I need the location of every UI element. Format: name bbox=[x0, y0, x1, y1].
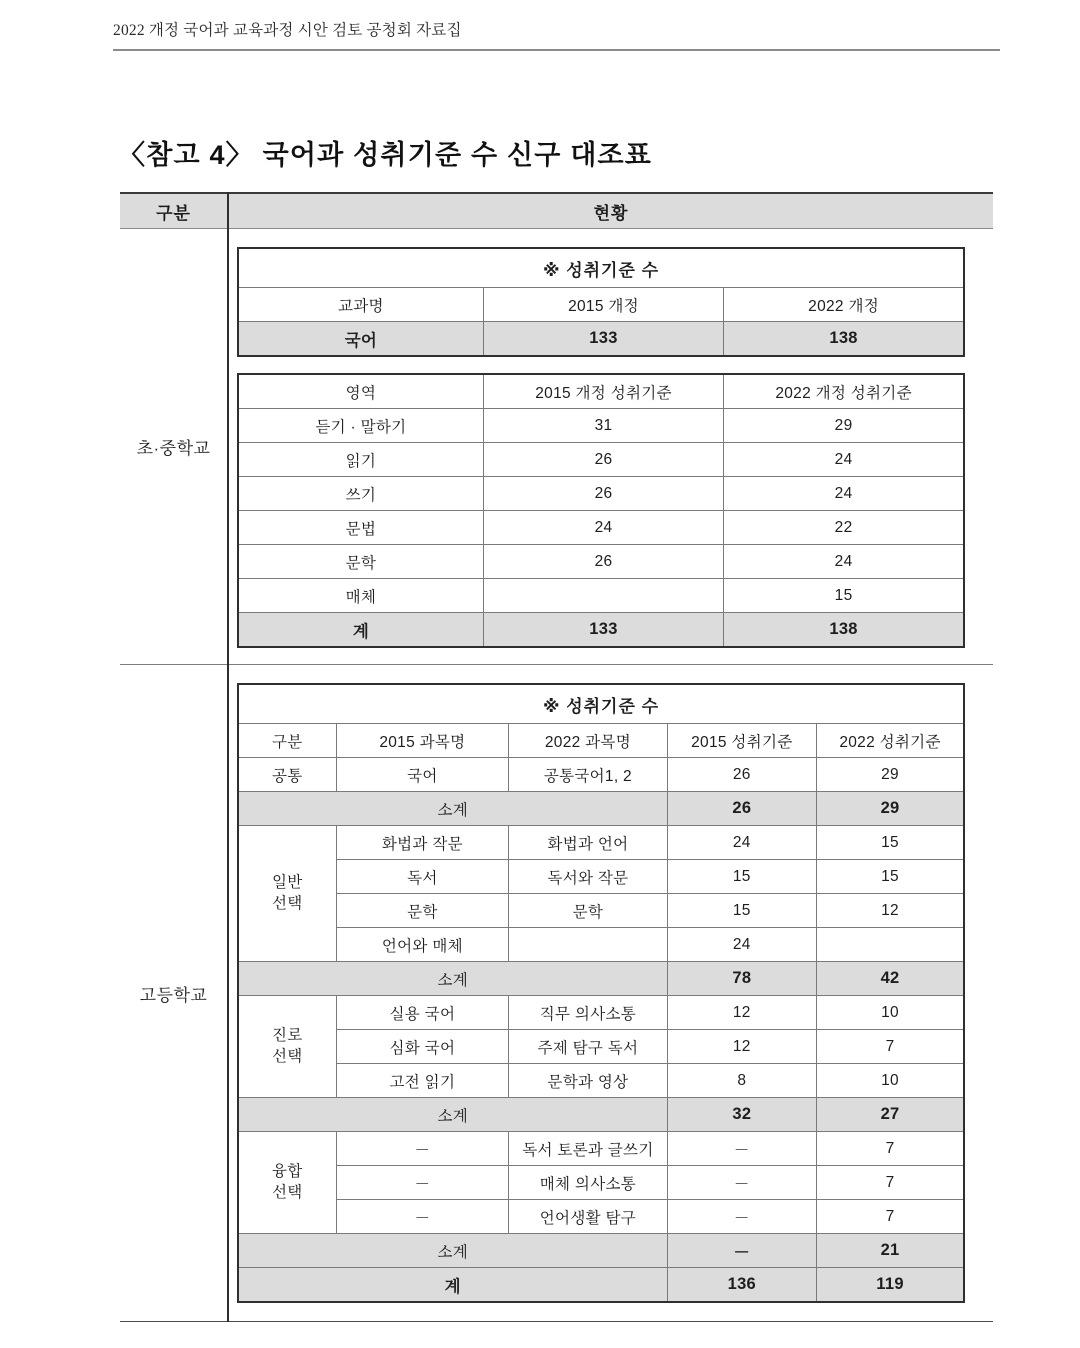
cell-2022-subject bbox=[509, 928, 667, 962]
note-row bbox=[238, 684, 964, 724]
cell-2015-standards: － bbox=[667, 1166, 817, 1200]
header-divider-rule bbox=[113, 49, 1000, 51]
cell-total-2015: 136 bbox=[667, 1268, 817, 1303]
table-row bbox=[238, 409, 964, 443]
cell-2022-standards: 15 bbox=[817, 826, 964, 860]
cell-domain-2022: 22 bbox=[724, 511, 964, 545]
section-body-highschool bbox=[228, 665, 993, 1322]
table-row bbox=[238, 322, 964, 357]
cell-domain-2022: 24 bbox=[724, 545, 964, 579]
cell-2022-standards: 7 bbox=[817, 1166, 964, 1200]
cell-total-label: 계 bbox=[238, 613, 483, 648]
table-row bbox=[238, 1132, 964, 1166]
cell-2022-standards: 10 bbox=[817, 1064, 964, 1098]
cell-subtotal-2015: 78 bbox=[667, 962, 817, 996]
page-title: 〈참고 4〉 국어과 성취기준 수 신구 대조표 bbox=[118, 140, 653, 170]
table-row bbox=[238, 477, 964, 511]
col-header-2022-standards: 2022 개정 성취기준 bbox=[724, 374, 964, 409]
cell-domain-name: 문법 bbox=[238, 511, 483, 545]
table-row bbox=[238, 1200, 964, 1234]
table-row bbox=[238, 443, 964, 477]
cell-subtotal-2022: 29 bbox=[817, 792, 964, 826]
note-label-elementary: ※ 성취기준 수 bbox=[238, 248, 964, 288]
cell-total-2022: 138 bbox=[724, 613, 964, 648]
subtotal-row bbox=[238, 962, 964, 996]
cell-2022-subject: 주제 탐구 독서 bbox=[509, 1030, 667, 1064]
cell-2022-standards: 10 bbox=[817, 996, 964, 1030]
table-row bbox=[238, 860, 964, 894]
cell-2022-subject: 매체 의사소통 bbox=[509, 1166, 667, 1200]
cell-2015-subject: － bbox=[336, 1166, 509, 1200]
group-label-line: 선택 bbox=[271, 1183, 303, 1201]
col-header-2015-subject: 2015 과목명 bbox=[336, 724, 509, 758]
cell-subtotal-2015: 26 bbox=[667, 792, 817, 826]
cell-2022-subject: 문학과 영상 bbox=[509, 1064, 667, 1098]
comparison-table bbox=[120, 192, 993, 1322]
table-row bbox=[238, 579, 964, 613]
cell-2022-standards: 12 bbox=[817, 894, 964, 928]
cell-domain-name: 읽기 bbox=[238, 443, 483, 477]
group-label-line: 융합 bbox=[271, 1163, 303, 1181]
cell-2015-subject: 심화 국어 bbox=[336, 1030, 509, 1064]
table-row bbox=[238, 928, 964, 962]
cell-2015-subject: － bbox=[336, 1200, 509, 1234]
cell-2022-standards: 7 bbox=[817, 1030, 964, 1064]
cell-domain-2015: 26 bbox=[483, 477, 723, 511]
cell-domain-name: 문학 bbox=[238, 545, 483, 579]
cell-2015-standards: 15 bbox=[667, 894, 817, 928]
cell-subtotal-label: 소계 bbox=[238, 962, 667, 996]
table-row bbox=[238, 1166, 964, 1200]
cell-2022-subject: 화법과 언어 bbox=[509, 826, 667, 860]
cell-2022-standards: 7 bbox=[817, 1200, 964, 1234]
section-label-elementary-middle: 초·중학교 bbox=[120, 229, 228, 665]
group-label-line: 선택 bbox=[271, 894, 303, 912]
domain-count-table bbox=[237, 373, 965, 648]
cell-2015-standards: 12 bbox=[667, 1030, 817, 1064]
section-body-elementary-middle bbox=[228, 229, 993, 665]
cell-domain-name: 듣기 · 말하기 bbox=[238, 409, 483, 443]
cell-2022-standards: 29 bbox=[817, 758, 964, 792]
col-header-gubun: 구분 bbox=[238, 724, 336, 758]
cell-subtotal-2022: 42 bbox=[817, 962, 964, 996]
cell-2015-standards: 26 bbox=[667, 758, 817, 792]
cell-subtotal-label: 소계 bbox=[238, 1234, 667, 1268]
cell-domain-name: 쓰기 bbox=[238, 477, 483, 511]
total-row bbox=[238, 1268, 964, 1303]
col-header-2022-standards: 2022 성취기준 bbox=[817, 724, 964, 758]
cell-subtotal-2022: 27 bbox=[817, 1098, 964, 1132]
cell-domain-2015 bbox=[483, 579, 723, 613]
table-header-row bbox=[120, 193, 993, 229]
cell-total-label: 계 bbox=[238, 1268, 667, 1303]
cell-subtotal-2015: － bbox=[667, 1234, 817, 1268]
cell-subject-korean: 국어 bbox=[238, 322, 483, 357]
table-row bbox=[238, 758, 964, 792]
note-row bbox=[238, 248, 964, 288]
cell-total-2015: 133 bbox=[483, 613, 723, 648]
running-header-text: 2022 개정 국어과 교육과정 시안 검토 공청회 자료집 bbox=[113, 22, 462, 39]
highschool-count-table bbox=[237, 683, 965, 1303]
cell-2022-standards: 7 bbox=[817, 1132, 964, 1166]
col-header-2015: 2015 개정 bbox=[483, 288, 723, 322]
cell-korean-2022: 138 bbox=[724, 322, 964, 357]
header-cell-gubun: 구분 bbox=[120, 193, 228, 229]
cell-domain-2015: 24 bbox=[483, 511, 723, 545]
subtotal-row bbox=[238, 1234, 964, 1268]
subtotal-row bbox=[238, 1098, 964, 1132]
cell-2015-subject: 국어 bbox=[336, 758, 509, 792]
cell-2015-standards: 24 bbox=[667, 928, 817, 962]
col-header-2015-standards: 2015 개정 성취기준 bbox=[483, 374, 723, 409]
column-header-row bbox=[238, 724, 964, 758]
table-row bbox=[238, 1064, 964, 1098]
table-row bbox=[238, 894, 964, 928]
cell-domain-2022: 24 bbox=[724, 477, 964, 511]
group-label-convergence-elective bbox=[238, 1132, 336, 1234]
cell-2022-subject: 문학 bbox=[509, 894, 667, 928]
cell-domain-2015: 31 bbox=[483, 409, 723, 443]
section-label-highschool: 고등학교 bbox=[120, 665, 228, 1322]
cell-2015-subject: 문학 bbox=[336, 894, 509, 928]
cell-2022-subject: 직무 의사소통 bbox=[509, 996, 667, 1030]
group-label-line: 일반 bbox=[271, 874, 303, 892]
cell-2015-subject: 언어와 매체 bbox=[336, 928, 509, 962]
subtotal-row bbox=[238, 792, 964, 826]
cell-2022-standards: 15 bbox=[817, 860, 964, 894]
cell-2015-standards: 12 bbox=[667, 996, 817, 1030]
page-header bbox=[113, 18, 1000, 51]
column-header-row bbox=[238, 374, 964, 409]
cell-2015-subject: － bbox=[336, 1132, 509, 1166]
cell-subtotal-label: 소계 bbox=[238, 1098, 667, 1132]
group-label-career-elective bbox=[238, 996, 336, 1098]
table-row bbox=[238, 826, 964, 860]
header-cell-hyeonhwang: 현황 bbox=[228, 193, 993, 229]
cell-domain-2022: 15 bbox=[724, 579, 964, 613]
note-label-highschool: ※ 성취기준 수 bbox=[238, 684, 964, 724]
cell-2015-subject: 실용 국어 bbox=[336, 996, 509, 1030]
cell-2015-standards: － bbox=[667, 1132, 817, 1166]
section-elementary-middle bbox=[120, 229, 993, 665]
cell-2015-subject: 화법과 작문 bbox=[336, 826, 509, 860]
section-highschool bbox=[120, 665, 993, 1322]
cell-2015-standards: 8 bbox=[667, 1064, 817, 1098]
cell-2022-subject: 독서와 작문 bbox=[509, 860, 667, 894]
cell-domain-2022: 24 bbox=[724, 443, 964, 477]
cell-domain-2022: 29 bbox=[724, 409, 964, 443]
group-label-line: 선택 bbox=[271, 1047, 303, 1065]
cell-korean-2015: 133 bbox=[483, 322, 723, 357]
cell-subtotal-2022: 21 bbox=[817, 1234, 964, 1268]
group-label-line: 진로 bbox=[271, 1027, 303, 1045]
cell-total-2022: 119 bbox=[817, 1268, 964, 1303]
cell-2015-subject: 고전 읽기 bbox=[336, 1064, 509, 1098]
cell-2015-standards: 24 bbox=[667, 826, 817, 860]
table-row bbox=[238, 545, 964, 579]
column-header-row bbox=[238, 288, 964, 322]
col-header-2015-standards: 2015 성취기준 bbox=[667, 724, 817, 758]
cell-2022-subject: 공통국어1, 2 bbox=[509, 758, 667, 792]
subject-count-table bbox=[237, 247, 965, 357]
cell-domain-2015: 26 bbox=[483, 443, 723, 477]
table-row bbox=[238, 1030, 964, 1064]
table-row bbox=[238, 996, 964, 1030]
group-label-common: 공통 bbox=[238, 758, 336, 792]
cell-2015-standards: 15 bbox=[667, 860, 817, 894]
cell-2015-standards: － bbox=[667, 1200, 817, 1234]
col-header-2022-subject: 2022 과목명 bbox=[509, 724, 667, 758]
total-row bbox=[238, 613, 964, 648]
cell-2022-subject: 독서 토론과 글쓰기 bbox=[509, 1132, 667, 1166]
group-label-general-elective bbox=[238, 826, 336, 962]
cell-2022-standards bbox=[817, 928, 964, 962]
cell-2015-subject: 독서 bbox=[336, 860, 509, 894]
cell-subtotal-label: 소계 bbox=[238, 792, 667, 826]
col-header-2022: 2022 개정 bbox=[724, 288, 964, 322]
cell-domain-name: 매체 bbox=[238, 579, 483, 613]
col-header-subject-name: 교과명 bbox=[238, 288, 483, 322]
cell-2022-subject: 언어생활 탐구 bbox=[509, 1200, 667, 1234]
col-header-domain: 영역 bbox=[238, 374, 483, 409]
cell-domain-2015: 26 bbox=[483, 545, 723, 579]
cell-subtotal-2015: 32 bbox=[667, 1098, 817, 1132]
table-row bbox=[238, 511, 964, 545]
